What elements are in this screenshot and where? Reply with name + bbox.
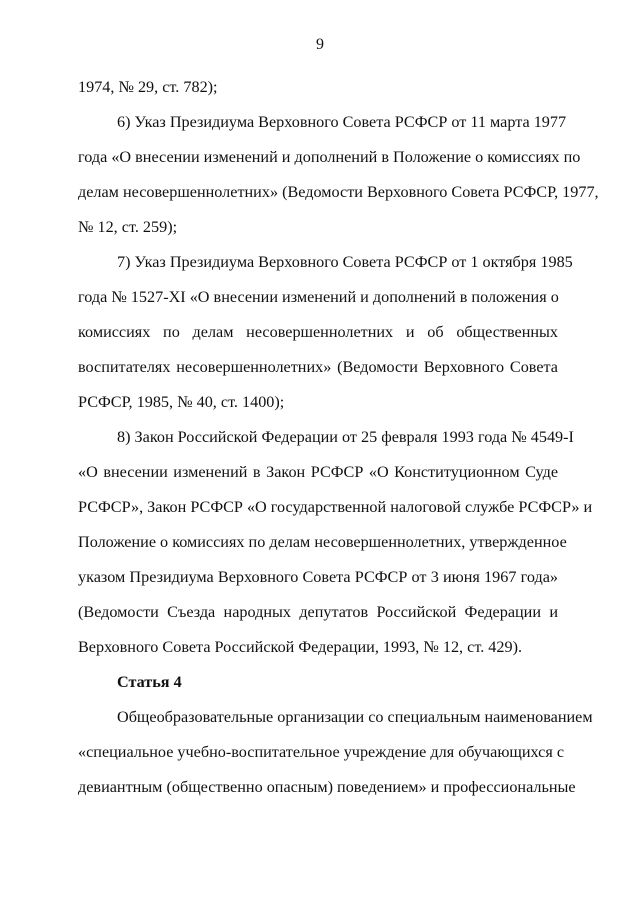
text-line: 1974, № 29, ст. 782); — [78, 78, 218, 96]
text-line: РСФСР, 1985, № 40, ст. 1400); — [78, 393, 285, 411]
text-line: года № 1527-XI «О внесении изменений и дополнений в положения о — [78, 288, 559, 306]
text-line: «специальное учебно-воспитательное учреждение для обучающихся с — [78, 743, 565, 761]
page-number: 9 — [316, 36, 324, 53]
paragraph-item-7-start: 7) Указ Президиума Верховного Совета РСФСР от 1 октября 1985 — [117, 253, 573, 271]
text-line: «О внесении изменений в Закон РСФСР «О Конституционном Суде — [78, 463, 558, 481]
text-line: комиссиях по делам несовершеннолетних и об общественных — [78, 323, 558, 341]
text-line: девиантным (общественно опасным) поведением» и профессиональные — [78, 778, 576, 796]
document-body — [78, 70, 599, 805]
text-line: делам несовершеннолетних» (Ведомости Верховного Совета РСФСР, 1977, — [78, 183, 599, 201]
text-line: РСФСР», Закон РСФСР «О государственной налоговой службе РСФСР» и — [78, 498, 593, 516]
text-line: года «О внесении изменений и дополнений в Положение о комиссиях по — [78, 148, 581, 166]
article-heading: Статья 4 — [117, 673, 182, 691]
text-line: воспитателях несовершеннолетних» (Ведомости Верховного Совета — [78, 358, 558, 376]
text-line: № 12, ст. 259); — [78, 218, 178, 236]
text-line: Положение о комиссиях по делам несовершеннолетних, утвержденное — [78, 533, 567, 551]
paragraph-item-8-start: 8) Закон Российской Федерации от 25 февраля 1993 года № 4549-I — [117, 428, 574, 446]
article-4-paragraph-start: Общеобразовательные организации со специальным наименованием — [117, 708, 593, 726]
text-line: (Ведомости Съезда народных депутатов Российской Федерации и — [78, 603, 558, 621]
text-line: указом Президиума Верховного Совета РСФСР от 3 июня 1967 года» — [78, 568, 558, 586]
paragraph-item-6-start: 6) Указ Президиума Верховного Совета РСФСР от 11 марта 1977 — [117, 113, 567, 131]
text-line: Верховного Совета Российской Федерации, 1993, № 12, ст. 429). — [78, 638, 523, 656]
